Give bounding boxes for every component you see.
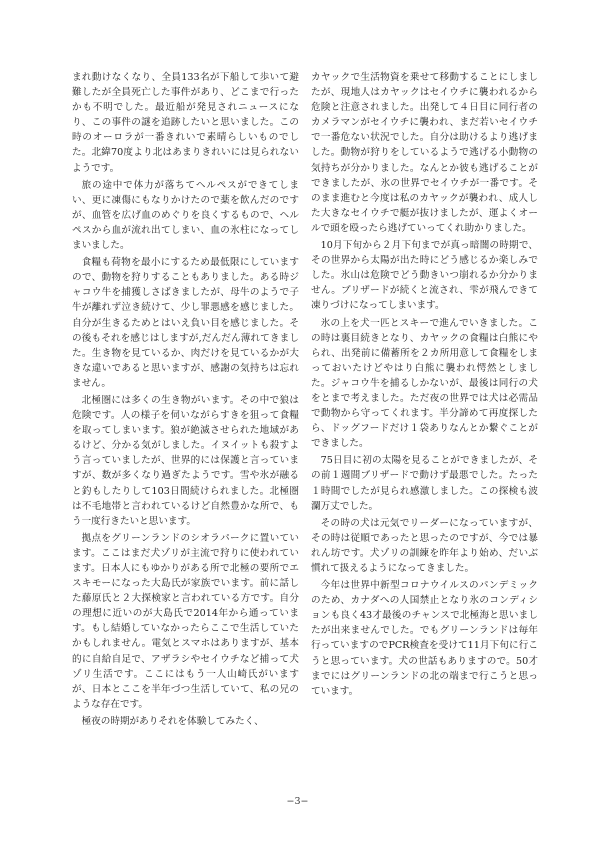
right-column	[311, 70, 538, 701]
paragraph: まれ動けなくなり、全員133名が下船して歩いて避難したが全員死亡した事件があり、どこまで行ったかも不明でした。最近船が発見されニュースになり、この事件の謎を追跡したいと思いました。この時のオーロラが一番きれいで素晴らしいものでした。北緯70度より北はあまりきれいには見られないようです。	[72, 72, 299, 174]
paragraph: 旅の途中で体力が落ちてヘルペスができてしまい、更に凍傷にもなりかけたので薬を飲んだのですが、血管を広げ血のめぐりを良くするもので、ヘルペスから血が流れ出てしまい、血の氷柱になってしまいました。	[72, 179, 299, 252]
paragraph: その時の犬は元気でリーダーになっていますが、その時は従順であったと思ったのですが、今では暴れん坊です。犬ゾリの訓練を昨年より始め、だいぶ慣れて扱えるようになってきました。	[311, 517, 538, 574]
left-column	[72, 70, 299, 731]
paragraph: 氷の上を犬一匹とスキーで進んでいきました。この時は裏目続きとなり、カヤックの食糧は白熊にやられ、出発前に備蓄所を２カ所用意して食糧をしまっておいたけどやはり白熊に襲われ愕然としました。ジャコウ牛を捕るしかないが、最後は同行の犬をとまで考えました。ただ夜の世界では犬は必需品で動物から守ってくれます。半分諦めて再度探したら、ドッグフードだけ１袋ありなんとか繋ぐことができました。	[311, 317, 538, 450]
paragraph: 北極圏には多くの生き物がいます。その中で狼は危険です。人の様子を伺いながらすきを狙って食糧を取ってしまいます。狼が絶滅させられた地域があるけど、分かる気がしました。イヌイットも殺すよう言っていましたが、世界的には保護と言っていますが、数が多くなり過ぎたようです。雪や氷が融ると釣もしたりして103日間続けられました。北極圏は不毛地帯と言われているけど自然豊かな所で、もう一度行きたいと思います。	[72, 394, 299, 527]
paragraph: 75日目に初の太陽を見ることができましたが、その前１週間ブリザードで動けず最悪でした。たった１時間でしたが見られ感激しました。この探検も波瀾万丈でした。	[311, 455, 538, 512]
page-number: −3−	[286, 796, 309, 807]
paragraph: カヤックで生活物資を乗せて移動することにしましたが、現地人はカヤックはセイウチに襲われるから危険と注意されました。出発して４日目に同行者のカメラマンがセイウチに襲われ、まだ若いセイウチで一番危ない状況でした。自分は助けるより逃げました。動物が狩りをしているようで逃げる小動物の気持ちが分かりました。なんとか彼も逃げることができましたが、氷の世界でセイウチが一番です。そのまま進むと今度は私のカヤックが襲われ、成人した大きなセイウチで艇が抜けましたが、運よくオールで頭を殴ったら逃げていってくれ助かりました。	[311, 72, 538, 234]
paragraph: 10月下旬から２月下旬までが真っ暗闇の時期で、その世界から太陽が出た時にどう感じるか楽しみでした。氷山は危険でどう動きいつ崩れるか分かりません。ブリザードが続くと流され、雫が飛んできて凍りづけになってしまいます。	[311, 240, 538, 312]
paragraph: 食糧も荷物を最小にするため最低限にしていますので、動物を狩りすることもありました。ある時ジャコウ牛を捕獲しさばきましたが、母牛のようで子牛が離れず泣き続けて、少し罪悪感を感じました。自分が生きるためとはいえ負い目を感じました。その後もそれを感じはしますが,だんだん薄れてきました。生き物を見ているか、肉だけを見ているかが大きな違いであると思いますが、感謝の気持ちは忘れません。	[72, 257, 299, 389]
paragraph: 今年は世界中新型コロナウイルスのパンデミックのため、カナダへの人国禁止となり氷のコンディションも良く43才最後のチャンスで北極海と思いましたが出来ませんでした。でもグリーンランドは毎年行っていますのでPCR検査を受けて11月下旬に行こうと思っています。犬の世話もありますので。50才までにはグリーンランドの北の端まで行こうと思っています。	[311, 580, 538, 697]
paragraph: 拠点をグリーンランドのシオラパークに置いています。ここはまだ犬ゾリが主流で狩りに使われています。日本人にもゆかりがある所で北極の要所でエスキモーになった大島氏が家族でいます。前に話した藤原氏と２大探検家と言われている方です。自分の理想に近いのが大島氏で2014年から通っています。もし結婚していなかったらここで生活していたかもしれません。電気とスマホはありますが、基本的に自給自足で、アザラシやセイウチなど捕って犬ゾリ生活です。ここにはもう一人山崎氏がいますが、日本とここを半年づつ生活していて、私の兄のような存在です。	[72, 532, 299, 710]
paragraph: 極夜の時期がありそれを体験してみたく、	[81, 715, 264, 727]
